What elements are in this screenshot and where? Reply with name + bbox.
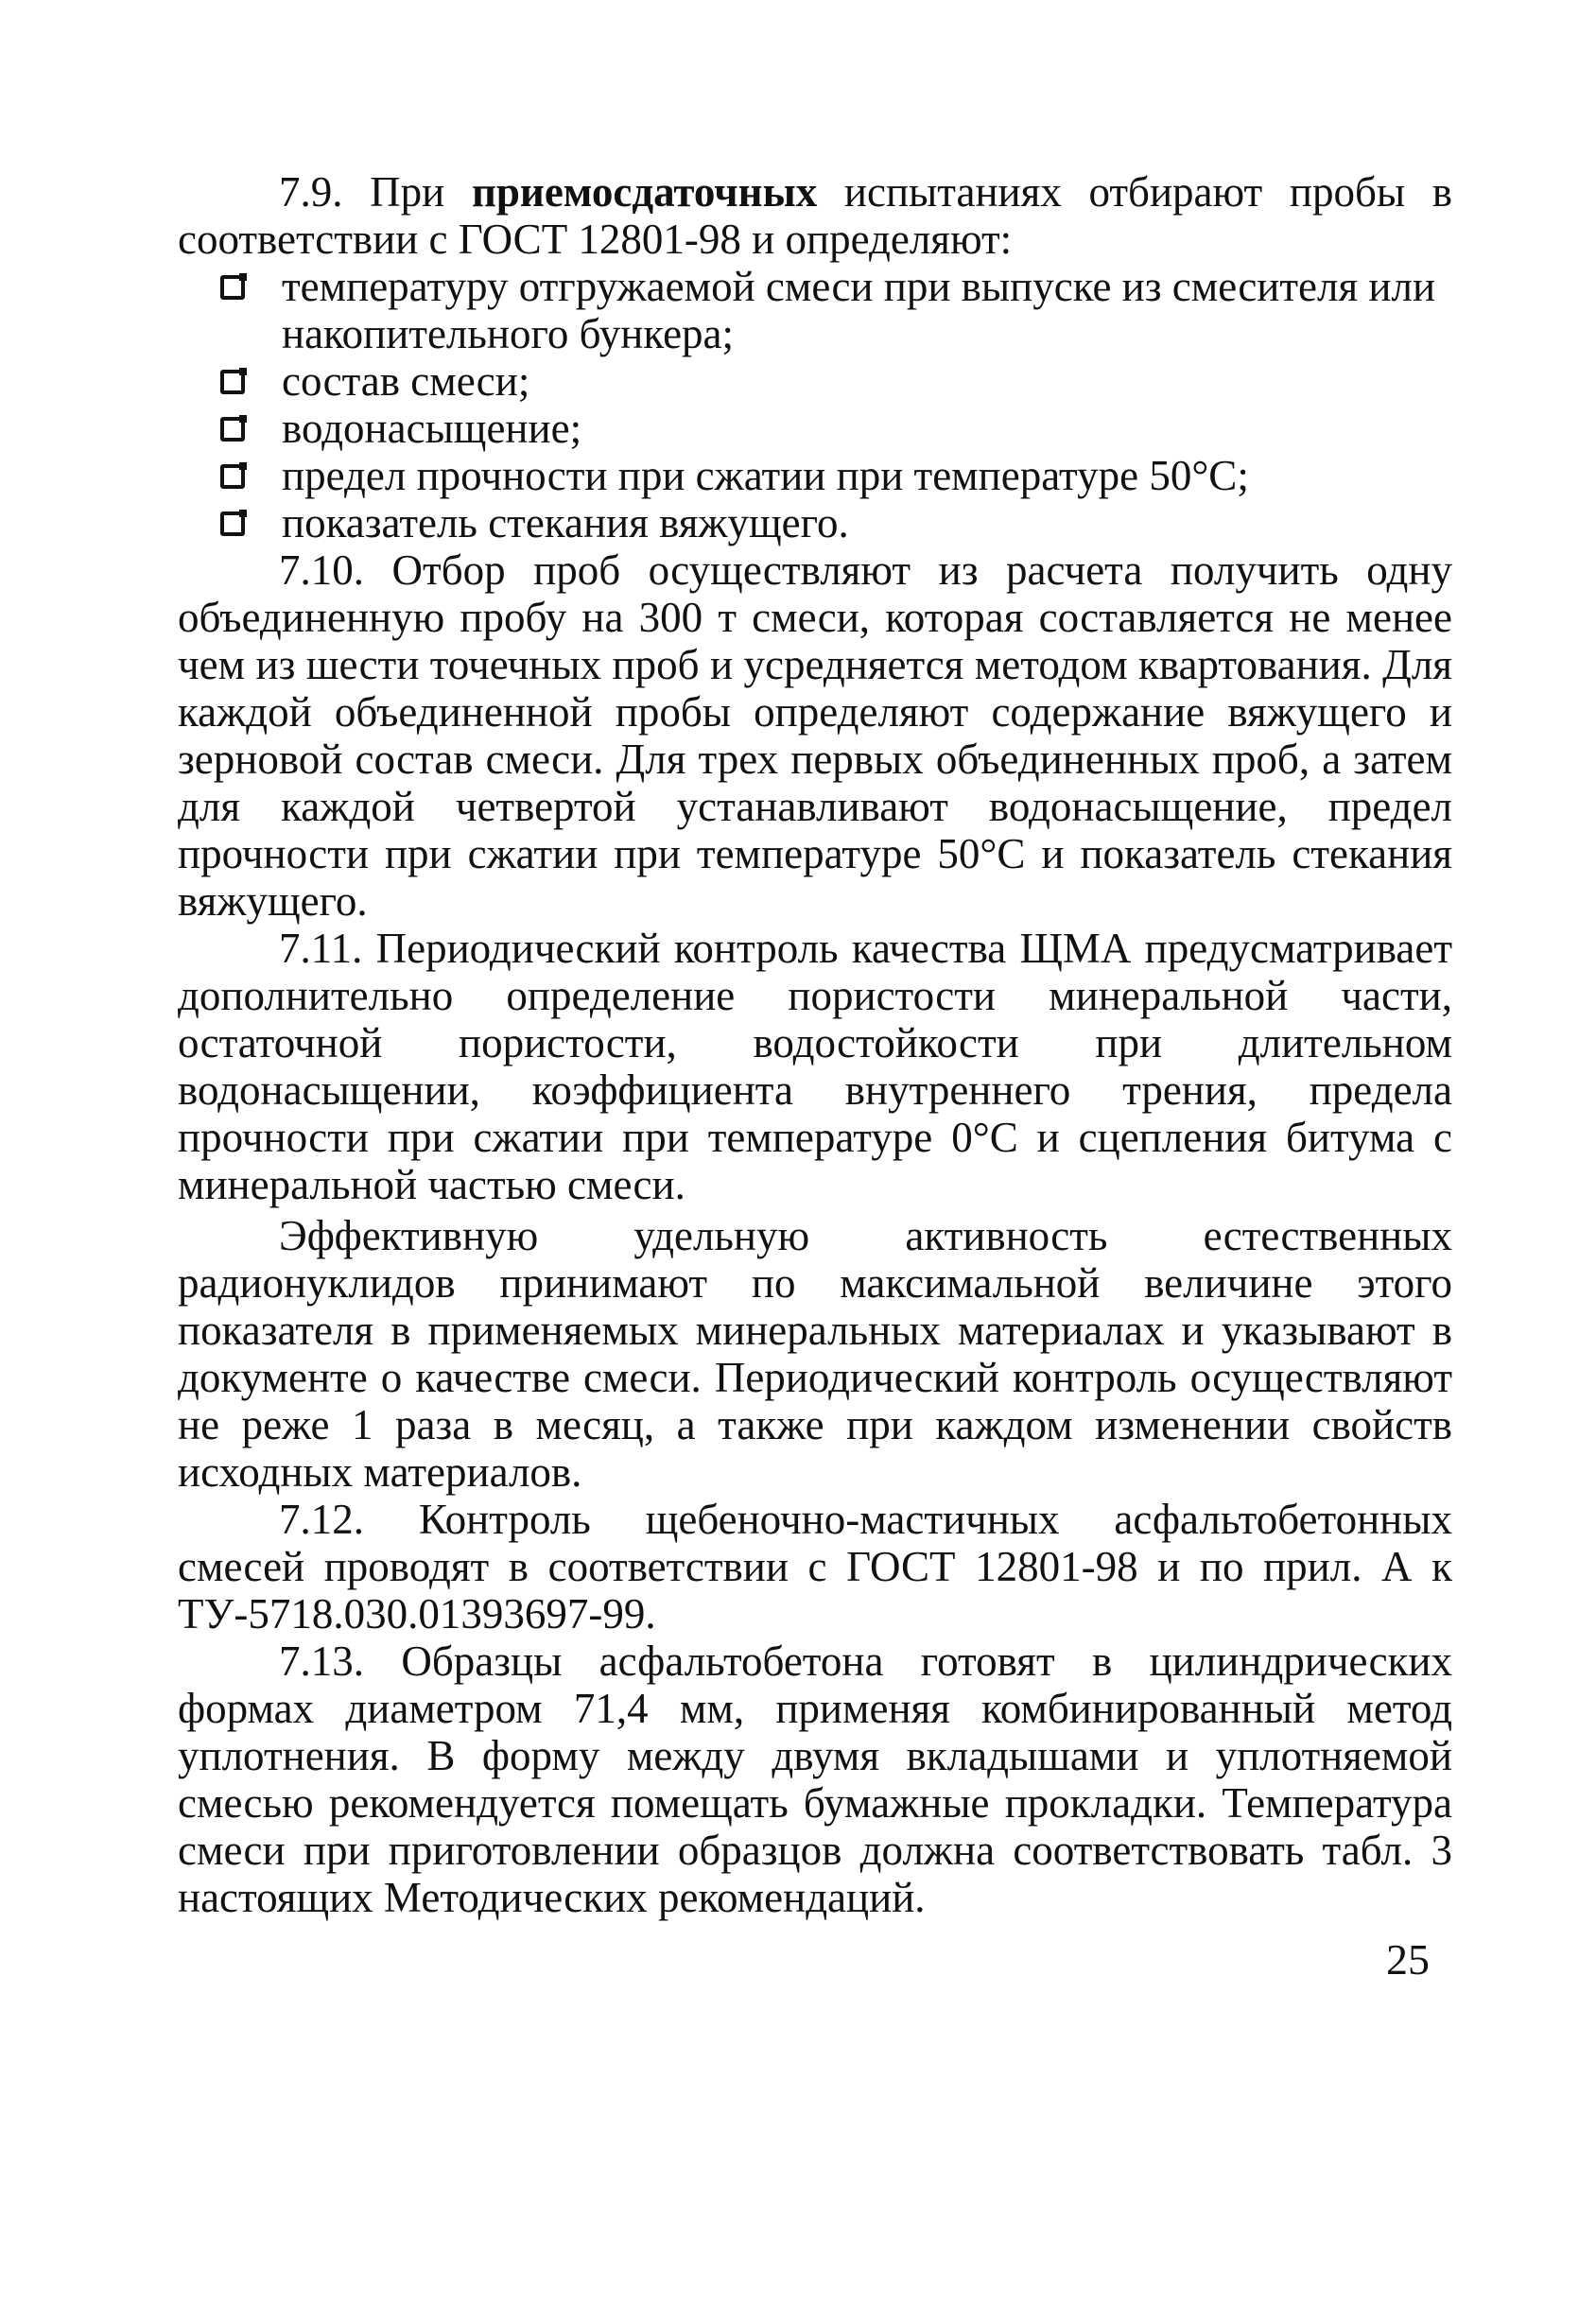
paragraph-7-9-bold-term: приемосдаточных — [471, 168, 818, 216]
checkbox-bullet-icon — [220, 464, 245, 489]
paragraph-7-9-number: 7.9. — [279, 168, 343, 216]
checkbox-bullet-icon — [220, 511, 245, 536]
checkbox-bullet-icon — [220, 370, 245, 394]
paragraph-7-13: 7.13. Образцы асфальтобетона готовят в цилиндрических формах диаметром 71,4 мм, применяя комбинированный метод уплотнения. В форму между двумя вкладышами и уплотняемой смесью рекомендуется помещать бумажные прокладки. Температура смеси при приготовлении образцов должна соответствовать табл. 3 настоящих Методических рекомендаций. — [178, 1638, 1452, 1921]
list-item-text: показатель стекания вяжущего. — [282, 499, 849, 546]
list-item — [178, 499, 1452, 546]
paragraph-7-12: 7.12. Контроль щебеночно-мастичных асфальтобетонных смесей проводят в соответствии с ГОСТ 12801-98 и по прил. А к ТУ-5718.030.01393697-99. — [178, 1496, 1452, 1638]
paragraph-7-9-intro: При — [370, 168, 445, 216]
list-item-text: состав смеси; — [282, 357, 530, 405]
list-item — [178, 357, 1452, 405]
list-item — [178, 263, 1452, 357]
paragraph-7-9-text: испытаниях отбирают пробы в соответствии с ГОСТ 12801-98 и определяют: — [178, 168, 1452, 263]
page-number: 25 — [1386, 1935, 1430, 1984]
paragraph-7-11: 7.11. Периодический контроль качества ЩМА предусматривает дополнительно определение пористости минеральной части, остаточной пористости, водостойкости при длительном водонасыщении, коэффициента внутреннего трения, предела прочности при сжатии при температуре 0°С и сцепления битума с минеральной частью смеси. — [178, 925, 1452, 1208]
paragraph-7-10: 7.10. Отбор проб осуществляют из расчета получить одну объединенную пробу на 300 т смеси, которая составляется не менее чем из шести точечных проб и усредняется методом квартования. Для каждой объединенной пробы определяют содержание вяжущего и зерновой состав смеси. Для трех первых объединенных проб, а затем для каждой четвертой устанавливают водонасыщение, предел прочности при сжатии при температуре 50°С и показатель стекания вяжущего. — [178, 546, 1452, 925]
checkbox-bullet-icon — [220, 275, 245, 300]
list-item — [178, 452, 1452, 499]
list-item-text: водонасыщение; — [282, 405, 582, 452]
list-item-text: предел прочности при сжатии при температуре 50°С; — [282, 452, 1249, 499]
document-page — [178, 168, 1452, 1921]
checkbox-bullet-icon — [220, 417, 245, 442]
list-item — [178, 405, 1452, 452]
list-item-text: температуру отгружаемой смеси при выпуске из смесителя или накопительного бункера; — [282, 263, 1436, 357]
bullet-list — [178, 263, 1452, 546]
paragraph-radionuclides: Эффективную удельную активность естественных радионуклидов принимают по максимальной величине этого показателя в применяемых минеральных материалах и указывают в документе о качестве смеси. Периодический контроль осуществляют не реже 1 раза в месяц, а также при каждом изменении свойств исходных материалов. — [178, 1212, 1452, 1496]
paragraph-7-9 — [178, 168, 1452, 263]
